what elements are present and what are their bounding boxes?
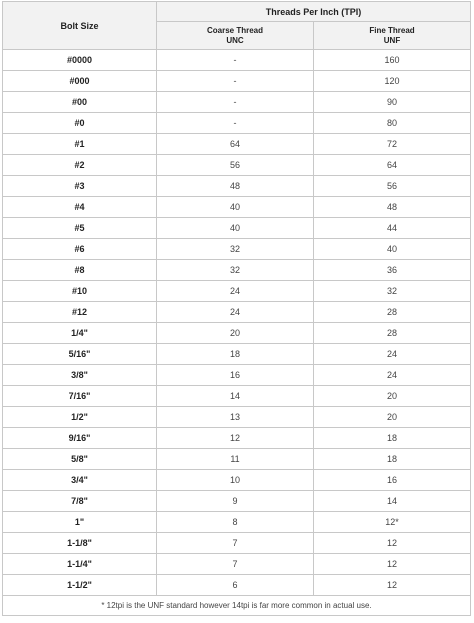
- unc-cell: 56: [157, 155, 314, 176]
- bolt-size-cell: #3: [3, 176, 157, 197]
- unc-cell: 12: [157, 428, 314, 449]
- unc-cell: 48: [157, 176, 314, 197]
- table-row: [3, 491, 471, 512]
- bolt-size-header: Bolt Size: [3, 2, 157, 50]
- unc-cell: 64: [157, 134, 314, 155]
- unc-cell: 10: [157, 470, 314, 491]
- unf-cell: 28: [314, 323, 471, 344]
- unf-cell: 56: [314, 176, 471, 197]
- bolt-size-cell: 3/4": [3, 470, 157, 491]
- bolt-size-cell: 5/8": [3, 449, 157, 470]
- unc-cell: -: [157, 50, 314, 71]
- unf-cell: 120: [314, 71, 471, 92]
- unf-cell: 48: [314, 197, 471, 218]
- bolt-size-cell: 7/16": [3, 386, 157, 407]
- bolt-size-cell: 3/8": [3, 365, 157, 386]
- table-row: [3, 365, 471, 386]
- bolt-size-cell: 1-1/4": [3, 554, 157, 575]
- unc-label: UNC: [226, 35, 244, 45]
- unc-cell: 14: [157, 386, 314, 407]
- table-row: [3, 50, 471, 71]
- unf-cell: 18: [314, 449, 471, 470]
- unf-cell: 80: [314, 113, 471, 134]
- table-row: [3, 428, 471, 449]
- table-row: [3, 449, 471, 470]
- bolt-size-cell: 1/2": [3, 407, 157, 428]
- fine-thread-header: [314, 22, 471, 50]
- table-row: [3, 575, 471, 596]
- bolt-size-cell: 7/8": [3, 491, 157, 512]
- unf-cell: 32: [314, 281, 471, 302]
- bolt-size-cell: #00: [3, 92, 157, 113]
- unf-cell: 20: [314, 407, 471, 428]
- unf-cell: 16: [314, 470, 471, 491]
- unc-cell: 7: [157, 554, 314, 575]
- unf-cell: 18: [314, 428, 471, 449]
- bolt-size-cell: 1": [3, 512, 157, 533]
- unf-cell: 160: [314, 50, 471, 71]
- unc-cell: 32: [157, 260, 314, 281]
- unc-cell: 24: [157, 302, 314, 323]
- unc-cell: -: [157, 92, 314, 113]
- bolt-size-cell: 1/4": [3, 323, 157, 344]
- bolt-size-cell: #12: [3, 302, 157, 323]
- unf-cell: 28: [314, 302, 471, 323]
- unf-cell: 12: [314, 575, 471, 596]
- table-body: [3, 50, 471, 596]
- unc-cell: 8: [157, 512, 314, 533]
- table-row: [3, 554, 471, 575]
- table-row: [3, 533, 471, 554]
- bolt-size-cell: 9/16": [3, 428, 157, 449]
- unc-cell: 11: [157, 449, 314, 470]
- bolt-size-cell: #8: [3, 260, 157, 281]
- unf-cell: 40: [314, 239, 471, 260]
- table-row: [3, 344, 471, 365]
- bolt-size-cell: #0000: [3, 50, 157, 71]
- unc-cell: 18: [157, 344, 314, 365]
- table-row: [3, 407, 471, 428]
- bolt-size-cell: 1-1/8": [3, 533, 157, 554]
- bolt-size-cell: #2: [3, 155, 157, 176]
- bolt-size-cell: #0: [3, 113, 157, 134]
- coarse-thread-label: Coarse Thread: [206, 25, 264, 35]
- table-row: [3, 323, 471, 344]
- bolt-size-cell: #6: [3, 239, 157, 260]
- coarse-thread-header: [157, 22, 314, 50]
- table-row: [3, 302, 471, 323]
- tpi-group-header: Threads Per Inch (TPI): [157, 2, 471, 22]
- unc-cell: 40: [157, 218, 314, 239]
- bolt-size-cell: #1: [3, 134, 157, 155]
- unc-cell: 13: [157, 407, 314, 428]
- unc-cell: 6: [157, 575, 314, 596]
- unf-cell: 72: [314, 134, 471, 155]
- bolt-size-cell: #10: [3, 281, 157, 302]
- unf-cell: 12*: [314, 512, 471, 533]
- table-row: [3, 92, 471, 113]
- unf-cell: 90: [314, 92, 471, 113]
- bolt-size-cell: #5: [3, 218, 157, 239]
- fine-thread-label: Fine Thread: [369, 25, 415, 35]
- bolt-size-cell: 1-1/2": [3, 575, 157, 596]
- table-row: [3, 218, 471, 239]
- table-header: [3, 2, 471, 50]
- unf-cell: 12: [314, 533, 471, 554]
- unf-cell: 36: [314, 260, 471, 281]
- table-row: [3, 155, 471, 176]
- tpi-table-container: [2, 1, 470, 616]
- table-row: [3, 470, 471, 491]
- unc-cell: -: [157, 113, 314, 134]
- table-row: [3, 281, 471, 302]
- unf-label: UNF: [383, 35, 401, 45]
- table-row: [3, 71, 471, 92]
- table-row: [3, 113, 471, 134]
- unc-cell: 32: [157, 239, 314, 260]
- unf-cell: 64: [314, 155, 471, 176]
- footnote: * 12tpi is the UNF standard however 14tpi is far more common in actual use.: [3, 596, 471, 616]
- unc-cell: 9: [157, 491, 314, 512]
- bolt-size-cell: #4: [3, 197, 157, 218]
- table-row: [3, 512, 471, 533]
- table-row: [3, 197, 471, 218]
- table-row: [3, 176, 471, 197]
- table-row: [3, 239, 471, 260]
- unf-cell: 12: [314, 554, 471, 575]
- unc-cell: 40: [157, 197, 314, 218]
- unc-cell: 24: [157, 281, 314, 302]
- unf-cell: 20: [314, 386, 471, 407]
- unc-cell: 7: [157, 533, 314, 554]
- unc-cell: 16: [157, 365, 314, 386]
- unf-cell: 24: [314, 344, 471, 365]
- bolt-size-cell: 5/16": [3, 344, 157, 365]
- unf-cell: 14: [314, 491, 471, 512]
- unc-cell: -: [157, 71, 314, 92]
- table-row: [3, 134, 471, 155]
- table-row: [3, 386, 471, 407]
- bolt-size-cell: #000: [3, 71, 157, 92]
- unf-cell: 44: [314, 218, 471, 239]
- unf-cell: 24: [314, 365, 471, 386]
- unc-cell: 20: [157, 323, 314, 344]
- table-row: [3, 260, 471, 281]
- tpi-table: [2, 1, 471, 616]
